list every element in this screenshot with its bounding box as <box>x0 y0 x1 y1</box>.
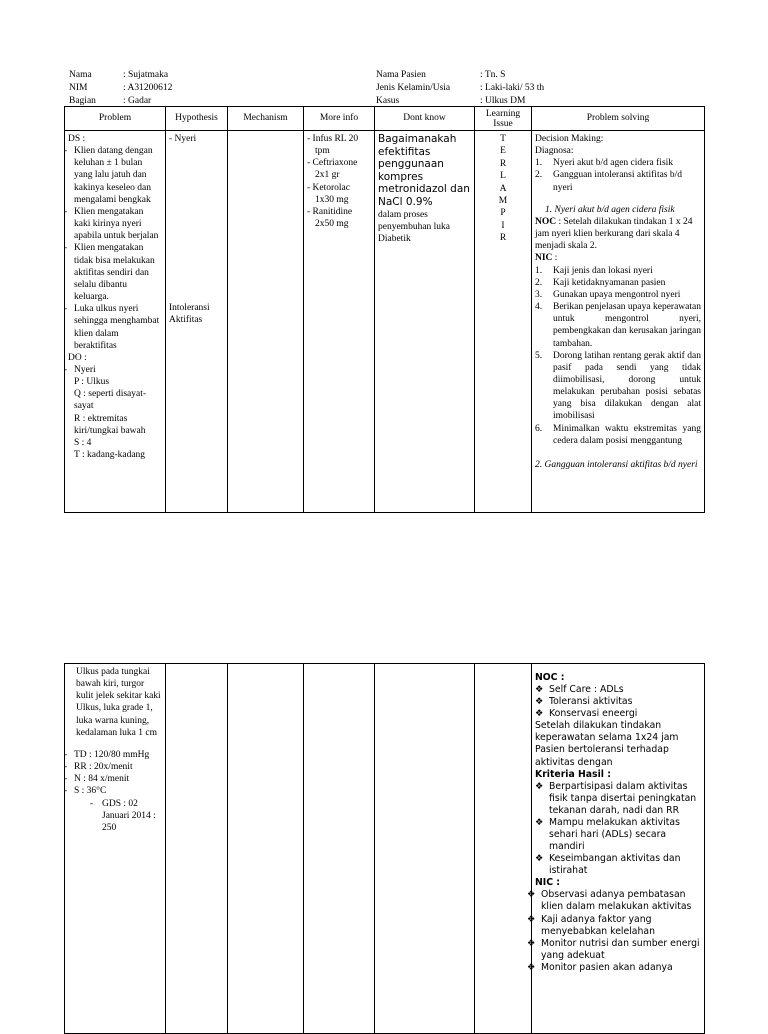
learning-issue-cell <box>475 131 532 513</box>
more-info-item: - Infus RL 20 tpm <box>307 134 359 157</box>
do-title: DO : <box>68 352 87 363</box>
noc-label: NOC <box>535 216 557 227</box>
header-label: Bagian <box>69 96 96 106</box>
nic-item <box>535 423 701 447</box>
do-list <box>64 364 162 461</box>
diamond-bullet-icon: ❖ <box>535 696 544 708</box>
header-row <box>69 69 172 82</box>
header-label: Kasus <box>376 96 400 106</box>
vital-text: S : 36°C <box>74 786 107 797</box>
dash-marker <box>64 449 72 461</box>
nic-item-2-text: Monitor nutrisi dan sumber energi yang adekuat <box>541 937 700 961</box>
noc-item-text: Self Care : ADLs <box>549 684 624 696</box>
nic-item-2 <box>527 914 701 938</box>
pbl-table-page-2 <box>64 663 705 1034</box>
vital-text: RR : 20x/menit <box>74 762 133 773</box>
problem-solving-cell <box>532 131 705 513</box>
nic-item <box>535 265 701 277</box>
column-header: Dont know <box>375 107 475 131</box>
dash-marker <box>64 413 72 437</box>
vital-text: N : 84 x/menit <box>74 774 130 785</box>
do-item-text: Nyeri <box>74 364 96 375</box>
dash-marker <box>64 388 72 412</box>
diamond-bullet-icon: ❖ <box>535 684 544 696</box>
do-item <box>68 388 162 412</box>
dash-marker: - <box>64 364 68 375</box>
pbl-table-page-1 <box>64 106 705 513</box>
vitals-list <box>64 749 162 798</box>
do-item-text: S : 4 <box>74 437 92 448</box>
vital-item <box>64 785 162 797</box>
header-value: : Ulkus DM <box>480 96 526 106</box>
header-value: : Laki-laki/ 53 th <box>480 83 545 93</box>
nic-text: Minimalkan waktu ekstremitas yang cedera dalam posisi menggantung <box>553 423 701 446</box>
nic-number: 2. <box>535 277 543 288</box>
gds-line: - GDS : 02 Januari 2014 : 250 <box>90 798 156 833</box>
ds-item <box>64 242 162 303</box>
nic-item-2 <box>527 889 701 913</box>
learning-issue-letter: I <box>501 220 505 231</box>
nic-item-2-text: Observasi adanya pembatasan klien dalam melakukan aktivitas <box>541 889 692 913</box>
hypothesis-cell-cont <box>166 664 228 1034</box>
table-header-row <box>65 107 705 131</box>
do-item <box>68 413 162 437</box>
nic-item-2-text: Monitor pasien akan adanya <box>541 961 673 973</box>
header-row <box>376 69 544 82</box>
more-info-cell <box>304 131 375 513</box>
more-info-item: - Ceftriaxone 2x1 gr <box>307 158 358 181</box>
diagnosis-item <box>535 169 701 193</box>
nic-item <box>535 277 701 289</box>
nic-text: Kaji jenis dan lokasi nyeri <box>553 265 653 276</box>
diamond-bullet-icon: ❖ <box>527 937 536 949</box>
dash-marker: - <box>64 146 68 157</box>
learning-issue-letter: T <box>500 134 506 144</box>
diagnosis-text: Gangguan intoleransi aktifitas b/d nyeri <box>553 170 683 193</box>
nic-text: Kaji ketidaknyamanan pasien <box>553 277 666 288</box>
criteria-item <box>535 853 701 877</box>
nic-list <box>535 265 701 447</box>
do-item-text: R : ektremitas kiri/tungkai bawah <box>74 413 146 436</box>
do-item <box>64 364 162 376</box>
vital-text: TD : 120/80 mmHg <box>74 749 150 760</box>
noc-text-2: Setelah dilakukan tindakan keperawatan selama 1x24 jam Pasien bertoleransi terhadap aktivitas dengan <box>535 720 679 768</box>
criteria-item-text: Mampu melakukan aktivitas sehari hari (ADLs) secara mandiri <box>549 816 680 853</box>
hypothesis-cell <box>166 131 228 513</box>
ds-item <box>64 206 162 242</box>
table-row <box>65 664 705 1034</box>
nic-item-2-text: Kaji adanya faktor yang menyebabkan kelelahan <box>541 913 655 937</box>
ds-item <box>64 145 162 206</box>
learning-issue-letter: R <box>499 233 507 244</box>
column-header: Hypothesis <box>166 107 228 131</box>
nic-text: Gunakan upaya mengontrol nyeri <box>553 289 681 300</box>
learning-issue-letter: M <box>498 196 508 207</box>
problem-cell-cont <box>65 664 166 1034</box>
diamond-bullet-icon: ❖ <box>535 816 544 828</box>
diamond-bullet-icon: ❖ <box>535 780 544 792</box>
diamond-bullet-icon: ❖ <box>527 913 536 925</box>
table-row <box>65 131 705 513</box>
hypothesis-2: Intoleransi Aktifitas <box>169 303 210 326</box>
dont-know-cell <box>375 131 475 513</box>
nic-number: 5. <box>535 350 543 361</box>
criteria-item-text: Berpartisipasi dalam aktivitas fisik tanpa disertai peningkatan tekanan darah, nadi dan RR <box>549 780 697 816</box>
do-item <box>68 376 162 388</box>
diamond-bullet-icon: ❖ <box>527 961 536 973</box>
column-header: More info <box>304 107 375 131</box>
noc-item <box>535 684 701 696</box>
header-row <box>69 82 172 95</box>
diagnosis-text: Nyeri akut b/d agen cidera fisik <box>553 158 674 169</box>
do-item <box>68 437 162 449</box>
header-label: NIM <box>69 83 88 93</box>
noc-list <box>535 684 701 720</box>
learning-issue-letter: P <box>500 208 506 219</box>
learning-issue-cell-cont <box>475 664 532 1034</box>
learning-issue-letter: L <box>500 171 506 182</box>
header-value: : Sujatmaka <box>123 70 169 80</box>
hypothesis-1: - Nyeri <box>169 134 197 144</box>
ds-title: DS : <box>68 134 86 144</box>
nic-item <box>535 289 701 301</box>
criteria-item <box>535 817 701 853</box>
problem-continued: Ulkus pada tungkai bawah kiri, turgor kulit jelek sekitar kaki Ulkus, luka grade 1, luka warna kuning, kedalaman luka 1 cm <box>76 667 161 738</box>
diagnosis-list <box>535 157 701 193</box>
criteria-title: Kriteria Hasil : <box>535 768 611 780</box>
ds-list <box>64 145 162 352</box>
noc-item <box>535 708 701 720</box>
noc-item-text: Konservasi eneergi <box>549 708 638 720</box>
vital-item <box>64 773 162 785</box>
noc-item-text: Toleransi aktivitas <box>549 696 633 708</box>
do-item <box>68 449 162 461</box>
more-info-item: - Ketorolac 1x30 mg <box>307 182 350 205</box>
nic-item-2 <box>527 938 701 962</box>
vital-item <box>64 761 162 773</box>
dash-marker <box>64 437 72 449</box>
do-item-text: P : Ulkus <box>74 377 110 388</box>
dx2-title: 2. Gangguan intoleransi aktifitas b/d nyeri <box>535 459 698 470</box>
diagnosis-number: 2. <box>535 170 543 181</box>
dash-marker: - <box>64 774 68 785</box>
do-item-text: T : kadang-kadang <box>74 450 146 461</box>
dash-marker: - <box>64 243 68 254</box>
dash-marker: - <box>64 304 68 315</box>
more-info-item: - Ranitidine 2x50 mg <box>307 206 353 230</box>
dash-marker <box>64 376 72 388</box>
dont-know-question: Bagaimanakah efektifitas penggunaan kompres metronidazol dan NaCl 0.9% <box>378 133 470 208</box>
ds-item <box>64 303 162 352</box>
noc-block <box>535 216 701 252</box>
problem-solving-cell-cont <box>527 664 705 1034</box>
ds-item-text: Klien mengatakan kaki kirinya nyeri apabila untuk berjalan <box>74 206 159 242</box>
header-value: : Gadar <box>123 96 152 106</box>
noc-title: NOC : <box>535 672 565 683</box>
nic-number: 6. <box>535 423 543 434</box>
diagnosis-number: 1. <box>535 158 543 169</box>
more-info-cell-cont <box>304 664 375 1034</box>
diamond-bullet-icon: ❖ <box>535 853 544 865</box>
vital-item <box>64 749 162 761</box>
dash-marker: - <box>64 762 68 773</box>
dash-marker: - <box>64 206 68 217</box>
learning-issue-letter: R <box>499 158 507 169</box>
dash-marker: - <box>64 786 68 797</box>
nic-number: 3. <box>535 289 543 300</box>
ds-item-text: Luka ulkus nyeri sehingga menghambat klien dalam beraktifitas <box>74 304 160 351</box>
nic-label: NIC <box>535 253 553 264</box>
diamond-bullet-icon: ❖ <box>535 708 544 720</box>
ds-item-text: Klien datang dengan keluhan ± 1 bulan yang lalu jatuh dan kakinya keseleo dan mengalami bengkak <box>74 146 153 205</box>
nic-title-2: NIC : <box>535 877 561 889</box>
mechanism-cell-cont <box>228 664 304 1034</box>
column-header: Learning Issue <box>475 107 532 131</box>
dx1-title: 1. Nyeri akut b/d agen cidera fisik <box>545 204 675 215</box>
criteria-list <box>535 781 701 878</box>
dont-know-question-cont: dalam proses penyembuhan luka Diabetik <box>378 209 451 244</box>
nic-list-2 <box>527 889 701 974</box>
header-value: : A31200612 <box>123 83 173 93</box>
header-label: Nama <box>69 70 92 80</box>
mechanism-cell <box>228 131 304 513</box>
criteria-item <box>535 781 701 817</box>
diamond-bullet-icon: ❖ <box>527 889 536 901</box>
header-row <box>376 82 544 95</box>
noc-item <box>535 696 701 708</box>
more-info-list <box>307 133 371 230</box>
nic-number: 4. <box>535 302 543 313</box>
nic-item <box>535 350 701 423</box>
nic-text: Berikan penjelasan upaya keperawatan untuk mengontrol nyeri, pembengkakan dan kerusakan jaringan tambahan. <box>553 302 701 349</box>
patient-info <box>376 69 544 108</box>
column-header: Problem solving <box>532 107 705 131</box>
nic-item-2 <box>527 962 701 974</box>
header-value: : Tn. S <box>480 70 506 80</box>
student-info <box>69 69 172 108</box>
decision-making: Decision Making: <box>535 134 604 144</box>
column-header: Problem <box>65 107 166 131</box>
diagnosis-item <box>535 157 701 169</box>
do-item-text: Q : seperti disayat-sayat <box>74 389 147 412</box>
problem-cell <box>65 131 166 513</box>
criteria-item-text: Keseimbangan aktivitas dan istirahat <box>549 853 681 877</box>
header-label: Jenis Kelamin/Usia <box>376 83 451 93</box>
learning-issue-letter: E <box>500 146 506 157</box>
column-header: Mechanism <box>228 107 304 131</box>
learning-issue-letter: A <box>499 183 507 194</box>
nic-number: 1. <box>535 265 543 276</box>
nic-block: NIC : <box>535 253 558 264</box>
ds-item-text: Klien mengatakan tidak bisa melakukan aktifitas sendiri dan selalu dibantu keluarga. <box>74 243 155 303</box>
dont-know-cell-cont <box>375 664 475 1034</box>
diagnosa-title: Diagnosa: <box>535 146 574 157</box>
nic-text: Dorong latihan rentang gerak aktif dan pasif pada sendi yang tidak diimobilisasi, dorong untuk melakukan perubahan posisi sebatas yang bisa dilakukan dengan alat imobilisasi <box>553 350 701 422</box>
noc-text: : Setelah dilakukan tindakan 1 x 24 jam nyeri klien berkurang dari skala 4 menjadi skala 2. <box>535 216 693 252</box>
dash-marker: - <box>64 749 68 760</box>
nic-item <box>535 301 701 350</box>
header-label: Nama Pasien <box>376 70 426 80</box>
learning-issue-letters <box>478 133 528 245</box>
